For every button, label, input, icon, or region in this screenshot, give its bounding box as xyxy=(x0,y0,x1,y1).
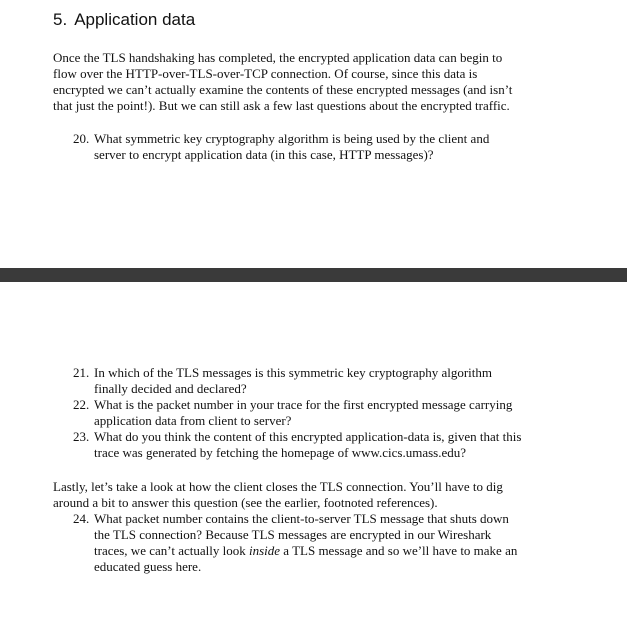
question-line: the TLS connection? Because TLS messages are encrypted in our Wireshark xyxy=(94,527,492,542)
intro-line: Once the TLS handshaking has completed, the encrypted application data can begin to xyxy=(53,50,503,65)
closing-line: around a bit to answer this question (see the earlier, footnoted references). xyxy=(53,495,438,510)
question-line: trace was generated by fetching the homepage of www.cics.umass.edu? xyxy=(94,445,467,460)
question-text xyxy=(94,131,489,163)
question-number: 21. xyxy=(73,365,90,380)
intro-paragraph xyxy=(53,50,512,114)
question-number: 22. xyxy=(73,397,90,412)
question-fragment: traces, we can’t actually look xyxy=(94,543,249,558)
closing-paragraph xyxy=(53,479,503,511)
question-line xyxy=(94,543,517,559)
question-text xyxy=(94,429,521,461)
question-fragment: a TLS message and so we’ll have to make an xyxy=(280,543,518,558)
question-line: What symmetric key cryptography algorithm is being used by the client and xyxy=(94,131,490,146)
question-line: educated guess here. xyxy=(94,559,202,574)
section-title: Application data xyxy=(74,10,196,29)
intro-line: encrypted we can’t actually examine the contents of these encrypted messages (and isn’t xyxy=(53,82,513,97)
question-line: What is the packet number in your trace for the first encrypted message carrying xyxy=(94,397,513,412)
section-number: 5. xyxy=(53,10,68,29)
section-heading xyxy=(53,9,195,31)
document-page-bottom xyxy=(0,282,627,623)
question-number: 24. xyxy=(73,511,90,526)
question-line: In which of the TLS messages is this symmetric key cryptography algorithm xyxy=(94,365,492,380)
page-break-divider xyxy=(0,268,627,282)
question-line: server to encrypt application data (in this case, HTTP messages)? xyxy=(94,147,434,162)
question-line: What packet number contains the client-to-server TLS message that shuts down xyxy=(94,511,509,526)
question-text xyxy=(94,365,492,397)
question-number: 20. xyxy=(73,131,90,146)
document-page-top xyxy=(0,0,627,268)
question-text xyxy=(94,397,512,429)
question-line: finally decided and declared? xyxy=(94,381,247,396)
intro-line: that just the point!). But we can still ask a few last questions about the encrypted traffic. xyxy=(53,98,510,113)
question-line: What do you think the content of this encrypted application-data is, given that this xyxy=(94,429,522,444)
question-line: application data from client to server? xyxy=(94,413,292,428)
emphasis-inside: inside xyxy=(248,543,281,558)
intro-line: flow over the HTTP-over-TLS-over-TCP connection. Of course, since this data is xyxy=(53,66,478,81)
question-number: 23. xyxy=(73,429,90,444)
closing-line: Lastly, let’s take a look at how the client closes the TLS connection. You’ll have to dig xyxy=(53,479,503,494)
question-text xyxy=(94,511,517,575)
